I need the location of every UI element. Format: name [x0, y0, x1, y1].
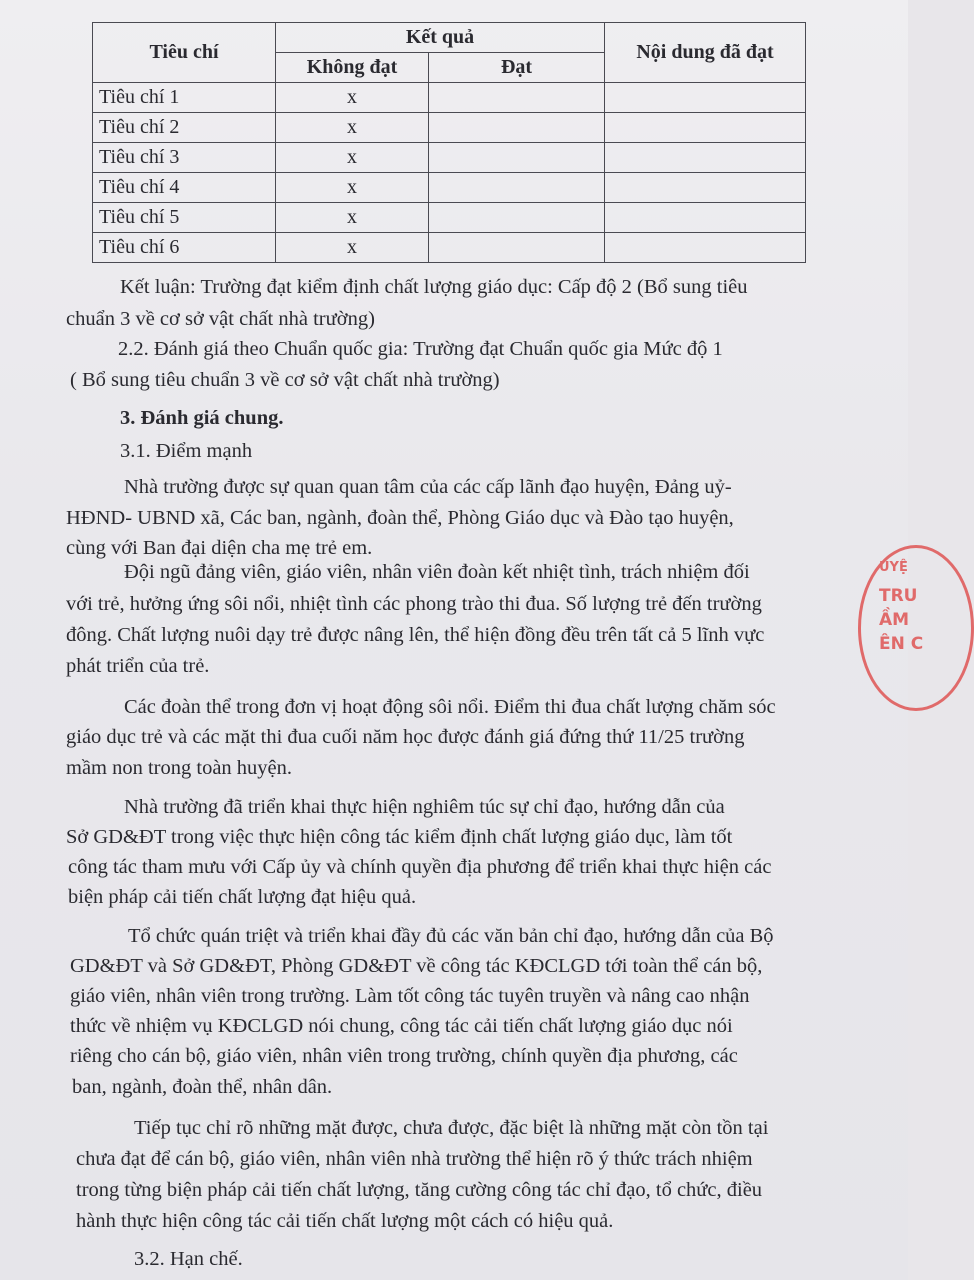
met-mark — [429, 113, 605, 143]
not-met-mark: x — [276, 203, 429, 233]
criteria-name: Tiêu chí 2 — [93, 113, 276, 143]
criteria-name: Tiêu chí 5 — [93, 203, 276, 233]
content-cell — [605, 143, 806, 173]
not-met-mark: x — [276, 143, 429, 173]
content-cell — [605, 113, 806, 143]
header-content: Nội dung đã đạt — [605, 23, 806, 83]
header-not-met: Không đạt — [276, 53, 429, 83]
red-seal-stamp — [858, 545, 974, 711]
paragraph-line: riêng cho cán bộ, giáo viên, nhân viên trong trường, chính quyền địa phương, các — [70, 1045, 738, 1067]
paragraph-line: ban, ngành, đoàn thể, nhân dân. — [72, 1076, 333, 1098]
paragraph-line: đông. Chất lượng nuôi dạy trẻ được nâng lên, thể hiện đồng đều trên tất cả 5 lĩnh vực — [66, 624, 765, 646]
stamp-text: ÊN C — [879, 634, 924, 654]
paragraph-line: biện pháp cải tiến chất lượng đạt hiệu quả. — [68, 886, 417, 908]
paragraph-line: mầm non trong toàn huyện. — [66, 757, 293, 779]
paragraph-line: Đội ngũ đảng viên, giáo viên, nhân viên đoàn kết nhiệt tình, trách nhiệm đối — [124, 561, 750, 583]
paragraph-line: Tiếp tục chỉ rõ những mặt được, chưa được, đặc biệt là những mặt còn tồn tại — [134, 1117, 769, 1139]
conclusion-line: Kết luận: Trường đạt kiểm định chất lượng giáo dục: Cấp độ 2 (Bổ sung tiêu — [120, 276, 748, 298]
conclusion-line: chuẩn 3 về cơ sở vật chất nhà trường) — [66, 308, 375, 330]
paragraph-line: Sở GD&ĐT trong việc thực hiện công tác kiểm định chất lượng giáo dục, làm tốt — [66, 826, 733, 848]
paragraph-line: trong từng biện pháp cải tiến chất lượng, tăng cường công tác chỉ đạo, tổ chức, điều — [76, 1179, 763, 1201]
not-met-mark: x — [276, 173, 429, 203]
content-cell — [605, 83, 806, 113]
paragraph-line: Nhà trường đã triển khai thực hiện nghiêm túc sự chỉ đạo, hướng dẫn của — [124, 796, 725, 818]
table-row — [93, 113, 806, 143]
met-mark — [429, 143, 605, 173]
paragraph-line: GD&ĐT và Sở GD&ĐT, Phòng GD&ĐT về công tác KĐCLGD tới toàn thể cán bộ, — [70, 955, 763, 977]
criteria-name: Tiêu chí 4 — [93, 173, 276, 203]
paragraph-line: Các đoàn thể trong đơn vị hoạt động sôi nổi. Điểm thi đua chất lượng chăm sóc — [124, 696, 776, 718]
not-met-mark: x — [276, 83, 429, 113]
paragraph-line: với trẻ, hưởng ứng sôi nổi, nhiệt tình các phong trào thi đua. Số lượng trẻ đến trường — [66, 593, 762, 615]
paragraph-line: phát triển của trẻ. — [66, 655, 210, 677]
paragraph-line: giáo dục trẻ và các mặt thi đua cuối năm học được đánh giá đứng thứ 11/25 trường — [66, 726, 745, 748]
not-met-mark: x — [276, 233, 429, 263]
paragraph-line: thức về nhiệm vụ KĐCLGD nói chung, công tác cải tiến chất lượng giáo dục nói — [70, 1015, 733, 1037]
table-header-row — [93, 23, 806, 53]
paragraph-line: Tổ chức quán triệt và triển khai đầy đủ các văn bản chỉ đạo, hướng dẫn của Bộ — [128, 925, 774, 947]
paragraph-line: chưa đạt để cán bộ, giáo viên, nhân viên nhà trường thể hiện rõ ý thức trách nhiệm — [76, 1148, 753, 1170]
met-mark — [429, 203, 605, 233]
section-3-heading: 3. Đánh giá chung. — [120, 407, 284, 429]
met-mark — [429, 233, 605, 263]
stamp-text: UYỆ — [879, 560, 908, 575]
table-row — [93, 143, 806, 173]
content-cell — [605, 203, 806, 233]
paragraph-line: Nhà trường được sự quan quan tâm của các cấp lãnh đạo huyện, Đảng uỷ- — [124, 476, 732, 498]
paragraph-line: công tác tham mưu với Cấp ủy và chính quyền địa phương để triển khai thực hiện các — [68, 856, 772, 878]
header-met: Đạt — [429, 53, 605, 83]
paragraph-line: giáo viên, nhân viên trong trường. Làm tốt công tác tuyên truyền và nâng cao nhận — [70, 985, 750, 1007]
paragraph-line: cùng với Ban đại diện cha mẹ trẻ em. — [66, 537, 373, 559]
criteria-name: Tiêu chí 3 — [93, 143, 276, 173]
table-row — [93, 173, 806, 203]
met-mark — [429, 173, 605, 203]
header-criteria: Tiêu chí — [93, 23, 276, 83]
header-result: Kết quả — [276, 23, 605, 53]
met-mark — [429, 83, 605, 113]
criteria-name: Tiêu chí 6 — [93, 233, 276, 263]
table-row — [93, 203, 806, 233]
section-2-2-line: ( Bổ sung tiêu chuẩn 3 về cơ sở vật chất nhà trường) — [70, 369, 500, 391]
content-cell — [605, 233, 806, 263]
content-cell — [605, 173, 806, 203]
stamp-text: TRU — [879, 586, 918, 606]
section-2-2-line: 2.2. Đánh giá theo Chuẩn quốc gia: Trường đạt Chuẩn quốc gia Mức độ 1 — [118, 338, 723, 360]
table-row — [93, 83, 806, 113]
criteria-name: Tiêu chí 1 — [93, 83, 276, 113]
stamp-text: ẦM — [879, 610, 910, 630]
criteria-table — [92, 22, 806, 263]
paragraph-line: HĐND- UBND xã, Các ban, ngành, đoàn thể, Phòng Giáo dục và Đào tạo huyện, — [66, 507, 734, 529]
section-3-2-heading: 3.2. Hạn chế. — [134, 1248, 243, 1270]
not-met-mark: x — [276, 113, 429, 143]
table-row — [93, 233, 806, 263]
section-3-1-heading: 3.1. Điểm mạnh — [120, 440, 253, 462]
paragraph-line: hành thực hiện công tác cải tiến chất lượng một cách có hiệu quả. — [76, 1210, 614, 1232]
